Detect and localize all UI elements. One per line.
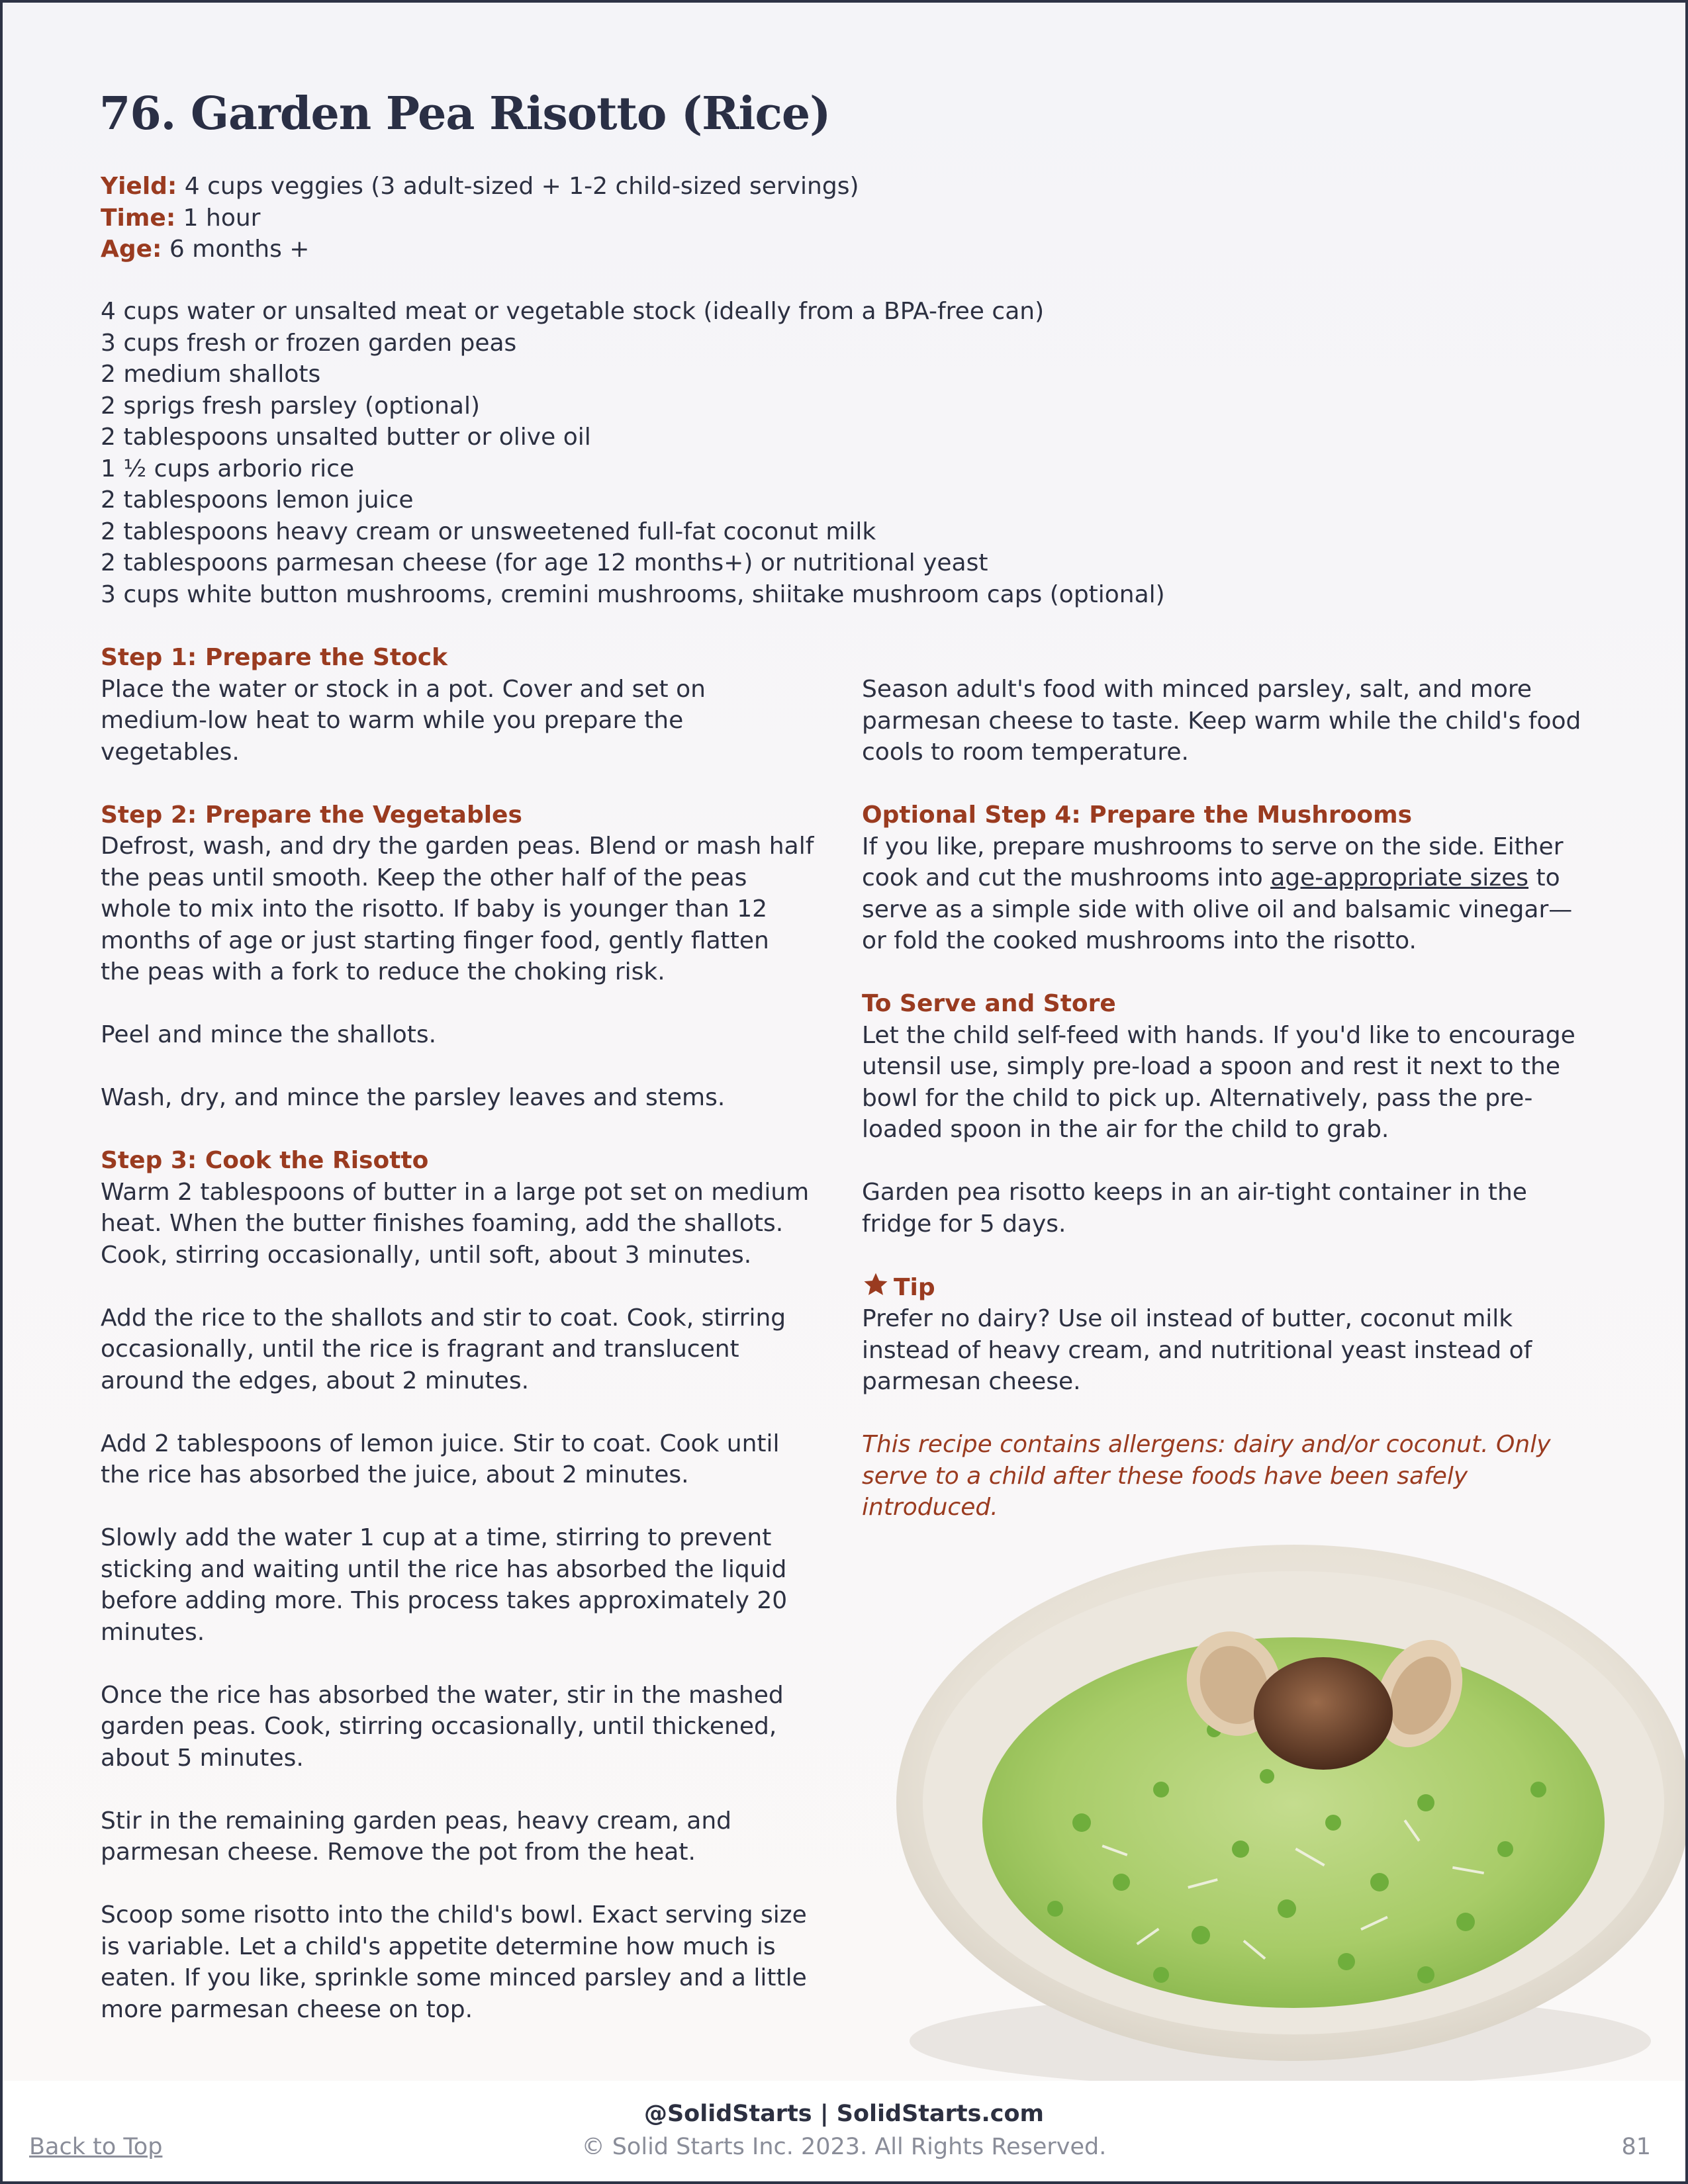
- step-3-text: Scoop some risotto into the child's bowl. Exact serving size is variable. Let a child's appetite determine how much is eaten. If you like, sprinkle some minced parsley and a little more parmesan cheese on top.: [101, 1901, 807, 2023]
- recipe-title: 76. Garden Pea Risotto (Rice): [99, 87, 831, 140]
- step-4-text: [862, 831, 1597, 957]
- star-icon: [862, 1271, 890, 1298]
- right-column: [862, 674, 1597, 1555]
- step-1-heading: Step 1: Prepare the Stock: [101, 644, 448, 671]
- time-label: Time:: [101, 204, 176, 232]
- serve-store-text: Garden pea risotto keeps in an air-tight container in the fridge for 5 days.: [862, 1179, 1527, 1238]
- step-3-text: Once the rice has absorbed the water, stir in the mashed garden peas. Cook, stirring occasionally, until thickened, about 5 minutes.: [101, 1681, 784, 1772]
- step-4-heading: Optional Step 4: Prepare the Mushrooms: [862, 801, 1413, 829]
- yield-value: 4 cups veggies (3 adult-sized + 1-2 child-sized servings): [177, 173, 859, 200]
- age-value: 6 months +: [162, 236, 310, 263]
- step-2-heading: Step 2: Prepare the Vegetables: [101, 801, 522, 829]
- step-3-text: Add 2 tablespoons of lemon juice. Stir to coat. Cook until the rice has absorbed the juice, about 2 minutes.: [101, 1430, 780, 1488]
- serve-store-heading: To Serve and Store: [862, 990, 1116, 1017]
- step-3-heading: Step 3: Cook the Risotto: [101, 1147, 429, 1174]
- ingredient-item: 3 cups white button mushrooms, cremini mushrooms, shiitake mushroom caps (optional): [101, 580, 1165, 608]
- step-3-text: Slowly add the water 1 cup at a time, stirring to prevent sticking and waiting until the rice has absorbed the liquid before adding more. This process takes approximately 20 minutes.: [101, 1524, 788, 1646]
- ingredient-item: 2 tablespoons parmesan cheese (for age 12 months+) or nutritional yeast: [101, 549, 988, 576]
- footer-handles: @SolidStarts | SolidStarts.com: [643, 2101, 1045, 2127]
- ingredient-item: 1 ½ cups arborio rice: [101, 455, 355, 482]
- step-2-text: Peel and mince the shallots.: [101, 1021, 437, 1048]
- step-2-text: Defrost, wash, and dry the garden peas. Blend or mash half the peas until smooth. Keep the other half of the peas whole to mix into the risotto. If baby is younger than 12 months of age or just starting finger food, gently flatten the peas with a fork to reduce the choking risk.: [101, 833, 814, 985]
- ingredient-item: 4 cups water or unsalted meat or vegetable stock (ideally from a BPA-free can): [101, 298, 1045, 325]
- step-1-text: Place the water or stock in a pot. Cover and set on medium-low heat to warm while you prepare the vegetables.: [101, 675, 706, 766]
- ingredient-item: 2 tablespoons lemon juice: [101, 486, 414, 514]
- back-to-top-link[interactable]: Back to Top: [29, 2134, 163, 2160]
- ingredient-item: 3 cups fresh or frozen garden peas: [101, 329, 517, 357]
- step-3-text: Warm 2 tablespoons of butter in a large pot set on medium heat. When the butter finishes foaming, add the shallots. Cook, stirring occasionally, until soft, about 3 minutes.: [101, 1178, 810, 1269]
- page-number: 81: [1621, 2134, 1651, 2160]
- yield-line: [101, 171, 859, 203]
- step-2-text: Wash, dry, and mince the parsley leaves and stems.: [101, 1084, 726, 1111]
- tip-label: Tip: [894, 1273, 935, 1301]
- page-footer: [3, 2081, 1685, 2181]
- ingredient-item: 2 sprigs fresh parsley (optional): [101, 392, 481, 420]
- left-column: [101, 642, 816, 2057]
- ingredient-item: 2 tablespoons unsalted butter or olive oil: [101, 424, 591, 451]
- allergen-warning: This recipe contains allergens: dairy and/or coconut. Only serve to a child after these foods have been safely introduced.: [862, 1431, 1551, 1521]
- step-3-text: Stir in the remaining garden peas, heavy cream, and parmesan cheese. Remove the pot from the heat.: [101, 1807, 732, 1866]
- ingredient-item: 2 tablespoons heavy cream or unsweetened full-fat coconut milk: [101, 518, 876, 545]
- age-label: Age:: [101, 236, 162, 263]
- step-3-continued-text: Season adult's food with minced parsley, salt, and more parmesan cheese to taste. Keep warm while the child's food cools to room temperature.: [862, 676, 1581, 766]
- age-appropriate-sizes-link[interactable]: age-appropriate sizes: [1270, 864, 1529, 891]
- footer-copyright: © Solid Starts Inc. 2023. All Rights Reserved.: [581, 2134, 1107, 2160]
- age-line: [101, 234, 859, 265]
- recipe-meta: [101, 171, 859, 265]
- step-4-text-part: If you like, prepare mushrooms to serve on the side. Either cook and cut the mushrooms into: [862, 833, 1564, 891]
- time-line: [101, 203, 859, 234]
- yield-label: Yield:: [101, 173, 177, 200]
- tip-text: Prefer no dairy? Use oil instead of butter, coconut milk instead of heavy cream, and nutritional yeast instead of parmesan cheese.: [862, 1305, 1532, 1395]
- ingredient-list: [101, 296, 1165, 610]
- ingredient-item: 2 medium shallots: [101, 361, 321, 388]
- risotto-bowl-image: [883, 1538, 1688, 2087]
- serve-store-text: Let the child self-feed with hands. If you'd like to encourage utensil use, simply pre-load a spoon and rest it next to the bowl for the child to pick up. Alternatively, pass the pre-loaded spoon in the air for the child to grab.: [862, 1021, 1575, 1143]
- tip-heading: [862, 1271, 1597, 1304]
- step-4-text-part: to serve as a simple side with olive oil and balsamic vinegar—or fold the cooked mushrooms into the risotto.: [862, 864, 1573, 954]
- time-value: 1 hour: [175, 204, 261, 232]
- step-3-text: Add the rice to the shallots and stir to coat. Cook, stirring occasionally, until the rice is fragrant and translucent around the edges, about 2 minutes.: [101, 1304, 786, 1394]
